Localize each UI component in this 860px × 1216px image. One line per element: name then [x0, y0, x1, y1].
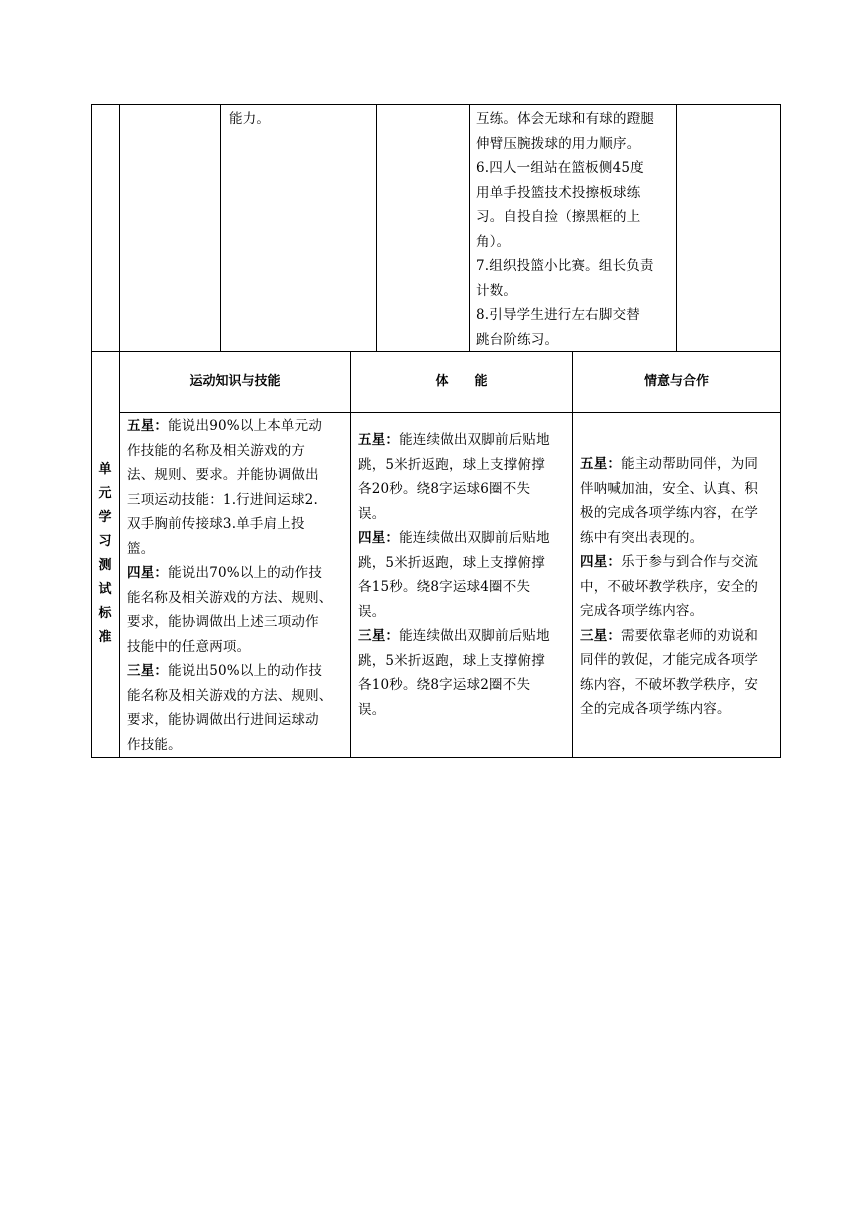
- vline-top-c4: [376, 104, 377, 351]
- criteria-line: 要求，能协调做出上述三项动作: [127, 614, 319, 630]
- top-col5-line: 8.引导学生进行左右脚交替: [476, 307, 640, 323]
- criteria-line: 完成各项学练内容。: [580, 603, 704, 619]
- vline-bottom-c2: [350, 351, 351, 757]
- top-col5-text: [476, 107, 676, 352]
- side-label-char: 学: [98, 510, 112, 525]
- emotion-column: [580, 452, 780, 722]
- side-label-char: 元: [98, 486, 112, 501]
- rule-bottom: [91, 757, 781, 758]
- criteria-line: 能名称及相关游戏的方法、规则、: [127, 687, 333, 704]
- fitness-column: [358, 428, 570, 722]
- top-col5-line: 角）。: [476, 233, 511, 250]
- criteria-line: 法、规则、要求。并能协调做出: [127, 467, 319, 483]
- criteria-line: 全的完成各项学练内容。: [580, 701, 731, 717]
- rule-header: [119, 412, 781, 413]
- vline-left: [91, 104, 92, 758]
- header-emotion: 情意与合作: [643, 374, 709, 389]
- criteria-line: 三项运动技能：1.行进间运球2.: [127, 491, 318, 508]
- top-col5-line: 互练。体会无球和有球的蹬腿: [476, 111, 655, 127]
- criteria-line: 误。: [358, 505, 386, 522]
- emotion-five-star-line: [580, 452, 780, 477]
- side-label-char: 准: [98, 630, 112, 645]
- vline-top-c3: [220, 104, 221, 351]
- criteria-line: 误。: [358, 603, 386, 620]
- top-col3-line: 能力。: [229, 111, 271, 127]
- criteria-text: 能连续做出双脚前后贴地: [399, 530, 550, 546]
- criteria-line: 伴呐喊加油，安全、认真、积: [580, 480, 759, 497]
- skills-five-star-line: [127, 414, 349, 439]
- top-col5-line: 伸臂压腕拨球的用力顺序。: [476, 135, 641, 152]
- criteria-text: 能说出50%以上的动作技: [168, 663, 323, 679]
- criteria-line: 跳，5米折返跑，球上支撑俯撑: [358, 456, 545, 473]
- emotion-three-star-line: [580, 624, 780, 649]
- criteria-text: 能说出90%以上本单元动: [168, 418, 323, 434]
- top-col5-line: 跳台阶练习。: [476, 331, 559, 348]
- side-label: [95, 458, 115, 650]
- criteria-text: 能说出70%以上的动作技: [168, 565, 323, 581]
- star-label: 四星：: [580, 554, 622, 570]
- skills-four-star-line: [127, 561, 349, 586]
- criteria-line: 跳，5米折返跑，球上支撑俯撑: [358, 652, 545, 669]
- top-col3-text: [229, 107, 369, 132]
- vline-bottom-c3: [572, 351, 573, 757]
- skills-column: [127, 414, 349, 757]
- criteria-line: 双手胸前传接球3.单手肩上投: [127, 516, 305, 532]
- star-label: 三星：: [358, 628, 400, 644]
- vline-top-c5: [469, 104, 470, 351]
- star-label: 四星：: [358, 530, 400, 546]
- star-label: 四星：: [127, 565, 169, 581]
- vline-right: [780, 104, 781, 758]
- top-col5-line: 习。自投自捡（擦黑框的上: [476, 209, 641, 225]
- criteria-text: 能连续做出双脚前后贴地: [399, 432, 550, 448]
- criteria-line: 作技能的名称及相关游戏的方: [127, 442, 306, 459]
- side-label-char: 试: [98, 582, 112, 597]
- top-col5-line: 6.四人一组站在篮板侧45度: [476, 160, 644, 176]
- criteria-text: 能连续做出双脚前后贴地: [399, 628, 550, 644]
- criteria-line: 跳，5米折返跑，球上支撑俯撑: [358, 554, 545, 571]
- top-col5-line: 用单手投篮技术投擦板球练: [476, 184, 641, 201]
- criteria-line: 中，不破坏教学秩序，安全的: [580, 578, 759, 595]
- header-fitness: 体 能: [435, 374, 488, 389]
- rule-top: [91, 104, 781, 105]
- fitness-three-star-line: [358, 624, 570, 649]
- skills-three-star-line: [127, 659, 349, 684]
- star-label: 五星：: [358, 432, 400, 448]
- top-col5-line: 计数。: [476, 282, 518, 299]
- criteria-text: 乐于参与到合作与交流: [621, 554, 759, 570]
- side-label-char: 标: [98, 606, 112, 621]
- side-label-char: 单: [98, 462, 112, 477]
- criteria-line: 各15秒。绕8字运球4圈不失: [358, 579, 531, 595]
- criteria-line: 误。: [358, 701, 386, 718]
- criteria-line: 练内容，不破坏教学秩序，安: [580, 676, 759, 693]
- criteria-line: 极的完成各项学练内容，在学: [580, 505, 759, 521]
- top-col5-line: 7.组织投篮小比赛。组长负责: [476, 258, 654, 274]
- emotion-four-star-line: [580, 550, 780, 575]
- star-label: 三星：: [580, 627, 622, 644]
- rule-mid: [91, 351, 781, 352]
- star-label: 五星：: [127, 418, 169, 434]
- criteria-line: 各10秒。绕8字运球2圈不失: [358, 677, 531, 693]
- fitness-five-star-line: [358, 428, 570, 453]
- criteria-text: 能主动帮助同伴，为同: [621, 456, 759, 472]
- criteria-line: 要求，能协调做出行进间运球动: [127, 712, 319, 728]
- criteria-line: 技能中的任意两项。: [127, 638, 251, 655]
- star-label: 三星：: [127, 663, 169, 679]
- criteria-line: 作技能。: [127, 736, 182, 753]
- fitness-four-star-line: [358, 526, 570, 551]
- criteria-line: 篮。: [127, 540, 155, 557]
- header-skills: 运动知识与技能: [189, 374, 281, 389]
- criteria-line: 各20秒。绕8字运球6圈不失: [358, 481, 531, 497]
- criteria-line: 练中有突出表现的。: [580, 529, 704, 546]
- vline-top-c6: [676, 104, 677, 351]
- criteria-line: 能名称及相关游戏的方法、规则、: [127, 589, 333, 606]
- criteria-line: 同伴的敦促，才能完成各项学: [580, 652, 759, 668]
- star-label: 五星：: [580, 456, 622, 472]
- criteria-text: 需要依靠老师的劝说和: [621, 627, 759, 644]
- vline-label: [119, 104, 120, 758]
- side-label-char: 测: [98, 558, 112, 573]
- side-label-char: 习: [98, 534, 112, 549]
